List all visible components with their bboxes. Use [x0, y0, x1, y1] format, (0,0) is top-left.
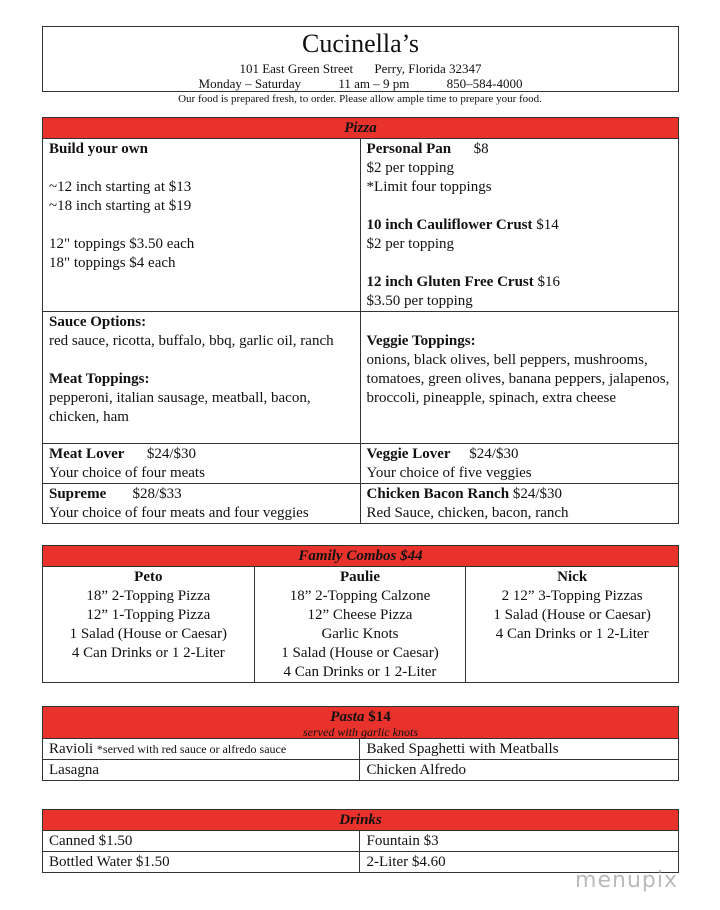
pasta-subtitle: served with garlic knots — [303, 725, 418, 739]
combo-item: 12” 1-Topping Pizza — [86, 607, 211, 623]
combo-nick — [466, 567, 679, 683]
sauce-options-list: red sauce, ricotta, buffalo, bbq, garlic oil, ranch — [49, 333, 334, 349]
drink-item: Canned $1.50 — [43, 831, 360, 852]
sauce-options-title: Sauce Options: — [49, 314, 147, 330]
combo-item: 18” 2-Topping Pizza — [86, 588, 211, 604]
veggie-toppings-title: Veggie Toppings: — [366, 333, 476, 349]
meat-lover-price: $24/$30 — [146, 446, 197, 462]
combo-item: 12” Cheese Pizza — [307, 607, 413, 623]
topping-price-12: 12" toppings $3.50 each — [49, 236, 195, 252]
business-hours — [43, 76, 678, 91]
meat-lover-cell — [43, 444, 361, 484]
personal-pan-title: Personal Pan — [366, 141, 452, 157]
veggie-lover-desc: Your choice of five veggies — [366, 465, 532, 481]
chicken-bacon-ranch-desc: Red Sauce, chicken, bacon, ranch — [366, 505, 569, 521]
pizza-section — [42, 117, 679, 524]
combo-item: 1 Salad (House or Caesar) — [281, 645, 439, 661]
ravioli-note: *served with red sauce or alfredo sauce — [96, 742, 287, 756]
drink-item: Fountain $3 — [360, 831, 679, 852]
city-state-zip: Perry, Florida 32347 — [374, 61, 482, 76]
pasta-item: Chicken Alfredo — [360, 760, 679, 781]
meat-toppings-title: Meat Toppings: — [49, 371, 150, 387]
supreme-desc: Your choice of four meats and four veggies — [49, 505, 309, 521]
supreme-name: Supreme — [49, 486, 107, 502]
veggie-lover-cell — [360, 444, 678, 484]
build-your-own-cell — [43, 139, 361, 312]
topping-price-18: 18" toppings $4 each — [49, 255, 176, 271]
combo-item: 4 Can Drinks or 1 2-Liter — [283, 664, 437, 680]
combo-item: 1 Salad (House or Caesar) — [493, 607, 651, 623]
combo-paulie — [254, 567, 466, 683]
pasta-section-title: Pasta $14 served with garlic knots — [43, 707, 679, 739]
personal-pan-topping: $2 per topping — [366, 160, 455, 176]
pasta-item: Lasagna — [43, 760, 360, 781]
restaurant-address — [43, 61, 678, 76]
combo-item: 2 12” 3-Topping Pizzas — [501, 588, 643, 604]
pasta-price: $14 — [368, 709, 391, 725]
restaurant-header — [42, 26, 679, 92]
pasta-item: Ravioli *served with red sauce or alfredo sauce — [43, 739, 360, 760]
cauliflower-crust-price: $14 — [536, 217, 559, 233]
veggie-toppings-cell — [360, 312, 678, 444]
combo-item: 4 Can Drinks or 1 2-Liter — [71, 645, 225, 661]
gluten-free-crust-title: 12 inch Gluten Free Crust — [366, 274, 534, 290]
open-days: Monday – Saturday — [198, 76, 302, 91]
sauce-meat-cell — [43, 312, 361, 444]
combo-peto — [43, 567, 255, 683]
size-price-12: ~12 inch starting at $13 — [49, 179, 192, 195]
combo-item: Garlic Knots — [321, 626, 399, 642]
chicken-bacon-ranch-cell — [360, 484, 678, 524]
supreme-cell — [43, 484, 361, 524]
combo-item: 4 Can Drinks or 1 2-Liter — [495, 626, 649, 642]
drinks-section — [42, 809, 679, 873]
drinks-section-title: Drinks — [43, 810, 679, 831]
size-price-18: ~18 inch starting at $19 — [49, 198, 192, 214]
pizza-section-title: Pizza — [43, 118, 679, 139]
combo-nick-name: Nick — [557, 569, 588, 585]
preparation-notice: Our food is prepared fresh, to order. Please allow ample time to prepare your food. — [178, 93, 542, 105]
drink-item: Bottled Water $1.50 — [43, 852, 360, 873]
cauliflower-crust-title: 10 inch Cauliflower Crust — [366, 217, 533, 233]
family-combos-price: $44 — [400, 548, 423, 564]
chicken-bacon-ranch-name: Chicken Bacon Ranch — [366, 486, 510, 502]
menupix-watermark: menupix — [575, 868, 678, 893]
family-combos-section — [42, 545, 679, 683]
combo-item: 18” 2-Topping Calzone — [289, 588, 431, 604]
meat-lover-name: Meat Lover — [49, 446, 125, 462]
supreme-price: $28/$33 — [132, 486, 182, 502]
combo-item: 1 Salad (House or Caesar) — [69, 626, 228, 642]
chicken-bacon-ranch-price: $24/$30 — [512, 486, 562, 502]
veggie-lover-name: Veggie Lover — [366, 446, 451, 462]
pasta-section — [42, 706, 679, 781]
combo-paulie-name: Paulie — [339, 569, 380, 585]
family-combos-title: Family Combos $44 — [43, 546, 679, 567]
veggie-toppings-list: onions, black olives, bell peppers, mushrooms, tomatoes, green olives, banana peppers, jalapenos, broccoli, pineapple, spinach, extra cheese — [366, 352, 670, 406]
street-address: 101 East Green Street — [239, 61, 354, 76]
phone-number: 850–584-4000 — [446, 76, 523, 91]
drink-item: 2-Liter $4.60 — [360, 852, 679, 873]
specialty-crust-cell — [360, 139, 678, 312]
cauliflower-crust-topping: $2 per topping — [366, 236, 455, 252]
gluten-free-crust-price: $16 — [537, 274, 560, 290]
meat-lover-desc: Your choice of four meats — [49, 465, 205, 481]
build-your-own-title: Build your own — [49, 141, 148, 157]
gluten-free-crust-topping: $3.50 per topping — [366, 293, 473, 309]
combo-peto-name: Peto — [134, 569, 163, 585]
meat-toppings-list: pepperoni, italian sausage, meatball, bacon, chicken, ham — [49, 390, 311, 425]
veggie-lover-price: $24/$30 — [469, 446, 519, 462]
personal-pan-limit: *Limit four toppings — [366, 179, 492, 195]
restaurant-name: Cucinella’s — [302, 29, 419, 58]
open-hours: 11 am – 9 pm — [338, 76, 410, 91]
personal-pan-price: $8 — [473, 141, 489, 157]
pasta-item: Baked Spaghetti with Meatballs — [360, 739, 679, 760]
